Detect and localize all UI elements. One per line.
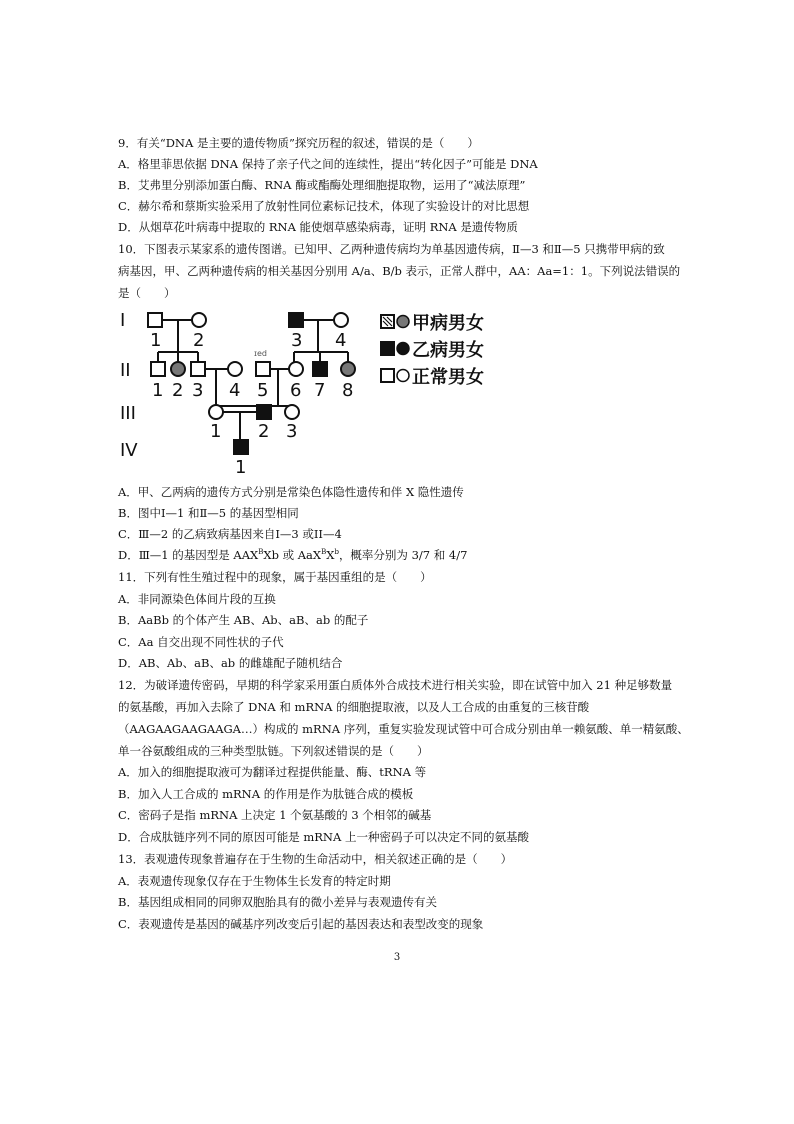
num-ii7: 7	[314, 380, 326, 401]
q12-stem-line1: 12．为破译遗传密码，早期的科学家采用蛋白质体外合成技术进行相关实验，即在试管中加入 21 种足够数量	[118, 678, 673, 692]
num-i2: 2	[193, 330, 205, 351]
ped-ii4-female	[228, 362, 242, 376]
q13-option-b: B．基因组成相同的同卵双胞胎具有的微小差异与表观遗传有关	[118, 895, 437, 909]
stray-mark: ɪed	[254, 349, 267, 358]
num-iii2: 2	[258, 421, 270, 442]
legend-normal-female	[397, 370, 409, 382]
ped-ii1-male	[151, 362, 165, 376]
ped-ii8-female-jia	[341, 362, 355, 376]
q10-stem-line3: 是（ ）	[118, 286, 176, 300]
ped-ii6-female	[289, 362, 303, 376]
num-i1: 1	[150, 330, 162, 351]
ped-iv1-male-yi	[234, 440, 248, 454]
legend-yi-female	[397, 343, 409, 355]
num-iv1: 1	[235, 457, 247, 476]
q13-option-c: C．表观遗传是基因的碱基序列改变后引起的基因表达和表型改变的现象	[118, 917, 484, 931]
num-iii3: 3	[286, 421, 298, 442]
num-iii1: 1	[210, 421, 222, 442]
q10-option-c: C．Ⅲ—2 的乙病致病基因来自Ⅰ—3 或ⅠⅠ—4	[118, 527, 342, 541]
legend-normal-label: 正常男女	[412, 367, 484, 388]
gen-label-iv: IV	[120, 440, 138, 461]
ped-i3-male-yi	[289, 313, 303, 327]
q9-option-c: C．赫尔希和蔡斯实验采用了放射性同位素标记技术，体现了实验设计的对比思想	[118, 199, 530, 213]
ped-i1-male	[148, 313, 162, 327]
ped-ii5-male	[256, 362, 270, 376]
q12-option-c: C．密码子是指 mRNA 上决定 1 个氨基酸的 3 个相邻的碱基	[118, 808, 432, 822]
gen-label-i: I	[120, 310, 126, 331]
gen-label-iii: III	[120, 403, 136, 424]
q9-option-d: D．从烟草花叶病毒中提取的 RNA 能使烟草感染病毒，证明 RNA 是遗传物质	[118, 220, 518, 234]
q9-option-a: A．格里菲思依据 DNA 保持了亲子代之间的连续性，提出“转化因子”可能是 DNA	[118, 157, 538, 171]
q11-option-a: A．非同源染色体间片段的互换	[118, 592, 276, 606]
ped-ii2-female-jia	[171, 362, 185, 376]
legend-yi-label: 乙病男女	[412, 340, 484, 361]
num-i3: 3	[291, 330, 303, 351]
q11-option-c: C．Aa 自交出现不同性状的子代	[118, 635, 284, 649]
q12-option-b: B．加入人工合成的 mRNA 的作用是作为肽链合成的模板	[118, 787, 414, 801]
ped-iii1-female	[209, 405, 223, 419]
q11-option-b: B．AaBb 的个体产生 AB、Ab、aB、ab 的配子	[118, 613, 369, 627]
q12-option-d: D．合成肽链序列不同的原因可能是 mRNA 上一种密码子可以决定不同的氨基酸	[118, 830, 529, 844]
num-i4: 4	[335, 330, 347, 351]
q9-stem: 9．有关“DNA 是主要的遗传物质”探究历程的叙述，错误的是（ ）	[118, 136, 479, 150]
num-ii6: 6	[290, 380, 302, 401]
ped-i2-female	[192, 313, 206, 327]
num-ii4: 4	[229, 380, 241, 401]
num-ii2: 2	[172, 380, 184, 401]
q12-stem-line4: 单一谷氨酸组成的三种类型肽链。下列叙述错误的是（ ）	[118, 744, 429, 758]
num-ii3: 3	[192, 380, 204, 401]
q11-option-d: D．AB、Ab、aB、ab 的雌雄配子随机结合	[118, 656, 343, 670]
ped-i4-female	[334, 313, 348, 327]
legend-jia-label: 甲病男女	[412, 313, 484, 334]
pedigree-chart	[114, 306, 496, 476]
q10-option-d: D．Ⅲ—1 的基因型是 $AAX^BXb$ 或 $AaX^BX^b$，概率分别为 3/7 和 4/7	[118, 548, 468, 562]
q10-option-b: B．图中Ⅰ—1 和Ⅱ—5 的基因型相同	[118, 506, 299, 520]
legend-normal-male	[381, 369, 394, 382]
q13-stem: 13．表观遗传现象普遍存在于生物的生命活动中，相关叙述正确的是（ ）	[118, 852, 513, 866]
q12-stem-line3: （AAGAAGAAGAAGA…）构成的 mRNA 序列，重复实验发现试管中可合成分别由单一赖氨酸、单一精氨酸、	[118, 722, 689, 736]
q9-option-b: B．艾弗里分别添加蛋白酶、RNA 酶或酯酶处理细胞提取物，运用了“减法原理”	[118, 178, 526, 192]
q11-stem: 11．下列有性生殖过程中的现象，属于基因重组的是（ ）	[118, 570, 432, 584]
q10-option-a: A．甲、乙两病的遗传方式分别是常染色体隐性遗传和伴 X 隐性遗传	[118, 485, 464, 499]
ped-iii3-female	[285, 405, 299, 419]
gen-label-ii: II	[120, 360, 131, 381]
ped-ii7-male-yi	[313, 362, 327, 376]
q13-option-a: A．表观遗传现象仅存在于生物体生长发育的特定时期	[118, 874, 391, 888]
q12-option-a: A．加入的细胞提取液可为翻译过程提供能量、酶、tRNA 等	[118, 765, 427, 779]
page-number: 3	[393, 952, 401, 963]
ped-ii3-male	[191, 362, 205, 376]
num-ii8: 8	[342, 380, 354, 401]
legend-jia-female	[397, 316, 409, 328]
num-ii1: 1	[152, 380, 164, 401]
q12-stem-line2: 的氨基酸，再加入去除了 DNA 和 mRNA 的细胞提取液，以及人工合成的由重复的三核苷酸	[118, 700, 590, 714]
num-ii5: 5	[257, 380, 269, 401]
legend-yi-male	[381, 342, 394, 355]
ped-iii2-male-yi	[257, 405, 271, 419]
q10-stem-line2: 病基因，甲、乙两种遗传病的相关基因分别用 A/a、B/b 表示，正常人群中，AA：Aa=1：1。下列说法错误的	[118, 264, 681, 278]
q10-stem-line1: 10．下图表示某家系的遗传图谱。已知甲、乙两种遗传病均为单基因遗传病，Ⅱ—3 和Ⅱ—5 只携带甲病的致	[118, 242, 665, 256]
